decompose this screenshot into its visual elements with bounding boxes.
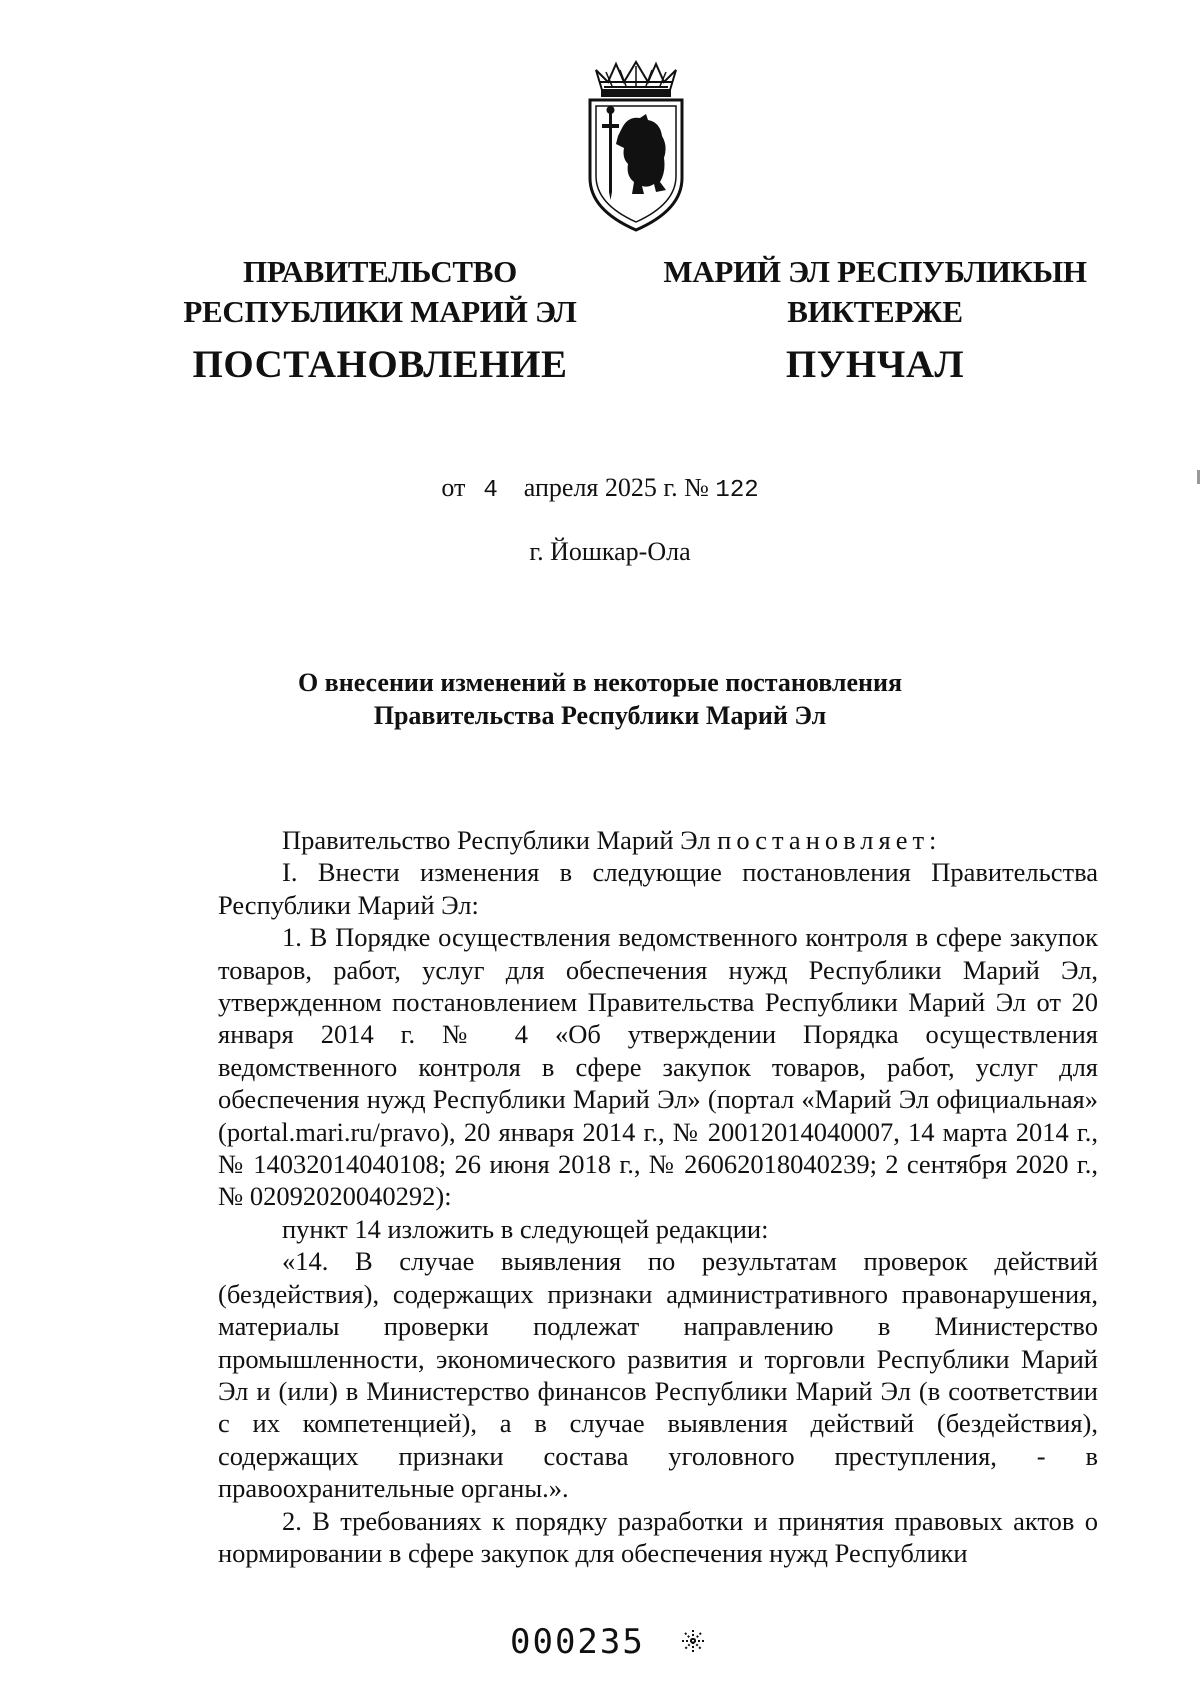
date-day: 4 <box>483 477 498 504</box>
document-subject <box>0 666 1200 732</box>
document-date <box>0 472 1200 507</box>
header-russian <box>160 252 600 390</box>
paragraph-2: 1. В Порядке осуществления ведомственного контроля в сфере закупок товаров, работ, услуг для обеспечения нужд Республики Марий Эл, утвержденном постановлением Правительства Республики Марий Эл от 20 января 2014 г. № 4 «Об утверждении Порядка осуществления ведомственного контроля в сфере закупок товаров, работ, услуг для обеспечения нужд Республики Марий Эл» (портал «Марий Эл официальная» (portal.mari.ru/pravo), 20 января 2014 г., № 20012014040007, 14 марта 2014 г., № 14032014040108; 26 июня 2018 г., № 26062018040239; 2 сентября 2020 г., № 02092020040292): <box>218 922 1098 1212</box>
date-month-year: апреля 2025 г. № <box>523 473 709 502</box>
document-type-title: ПОСТАНОВЛЕНИЕ <box>192 343 568 386</box>
coat-of-arms-emblem <box>582 60 690 232</box>
government-name-line2: РЕСПУБЛИКИ МАРИЙ ЭЛ <box>183 294 577 329</box>
paragraph-1: I. Внести изменения в следующие постановления Правительства Республики Марий Эл: <box>218 857 1098 920</box>
intro-paragraph <box>218 824 1098 856</box>
intro-text: Правительство Республики Марий Эл <box>282 825 718 855</box>
government-name-mari-line1: МАРИЙ ЭЛ РЕСПУБЛИКЫН <box>663 254 1087 289</box>
serial-number: 000235 <box>510 1622 645 1662</box>
document-city: г. Йошкар-Ола <box>529 537 691 566</box>
subject-line1: О внесении изменений в некоторые постановления <box>297 668 903 697</box>
subject-line2: Правительства Республики Марий Эл <box>373 701 827 730</box>
government-name-line1: ПРАВИТЕЛЬСТВО <box>243 254 517 289</box>
asterisk-mark-icon <box>680 1628 706 1654</box>
intro-spaced-word: постановляет: <box>717 825 942 855</box>
header-mari <box>640 252 1110 390</box>
document-type-title-mari: ПУНЧАЛ <box>785 343 965 386</box>
document-number: 122 <box>715 477 759 504</box>
paragraph-4: «14. В случае выявления по результатам проверок действий (бездействия), содержащих признаки административного правонарушения, материалы проверки подлежат направлению в Министерство промышленности, экономического развития и торговли Республики Марий Эл и (или) в Министерство финансов Республики Марий Эл (в соответствии с их компетенцией), а в случае выявления действий (бездействия), содержащих признаки состава уголовного преступления, - в правоохранительные органы.». <box>218 1246 1098 1504</box>
document-body <box>218 824 1098 1569</box>
paragraph-5: 2. В требованиях к порядку разработки и принятия правовых актов о нормировании в сфере закупок для обеспечения нужд Республики <box>218 1505 1098 1568</box>
government-name-mari-line2: ВИКТЕРЖЕ <box>787 294 963 329</box>
date-prefix: от <box>441 473 466 502</box>
paragraph-3: пункт 14 изложить в следующей редакции: <box>282 1213 769 1244</box>
